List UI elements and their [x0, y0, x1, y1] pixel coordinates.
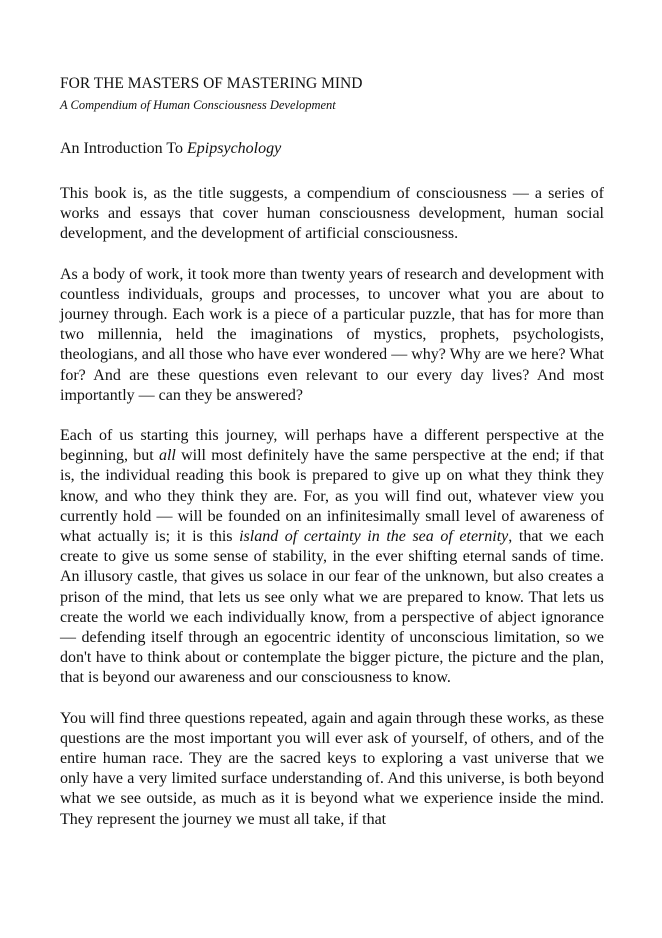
paragraph-1: [60, 184, 604, 245]
emphasized-text: island of certainty in the sea of eternity: [239, 528, 509, 546]
paragraph-text: As a body of work, it took more than twenty years of research and development with countless individuals, groups and processes, to uncover what you are about to journey through. Each work is a piece of a particular puzzle, that has for more than two millennia, held the imaginations of mystics, prophets, psychologists, theologians, and all those who have ever wondered — why? Why are we here? What for? And are these questions even relevant to our every day lives? And most importantly — can they be answered?: [60, 265, 604, 404]
paragraph-text: will most definitely have the same perspective at the end; if that is, the individual reading this book is prepared to give up on what they think they know, and who they think they are. For, as you will find out, whatever view you currently hold — will be founded on an infinitesimally small level of awareness of what actually is; it is this: [60, 447, 605, 546]
paragraph-text: You will find three questions repeated, again and again through these works, as these questions are the most important you will ever ask of yourself, of others, and of the entire human race. They are the sacred keys to exploring a vast universe that we only have a very limited surface understanding of. And this universe, is both beyond what we see outside, as much as it is beyond what we experience inside the mind. They represent the journey we must all take, if that: [60, 709, 604, 828]
section-heading: [60, 139, 604, 159]
paragraph-text: Each of us starting this journey, will perhaps have a different perspective at the beginning, but: [60, 427, 604, 465]
document-page: [60, 74, 604, 830]
paragraph-text: This book is, as the title suggests, a compendium of consciousness — a series of works and essays that cover human consciousness development, human social development, and the development of artificial consciousness.: [60, 185, 604, 243]
section-heading-prefix: An Introduction To: [60, 140, 188, 157]
paragraph-4: [60, 709, 604, 830]
emphasized-text: all: [158, 447, 176, 465]
paragraph-text: , that we each create to give us some sense of stability, in the ever shifting eternal sands of time. An illusory castle, that gives us solace in our fear of the unknown, but also creates a prison of the mind, that lets us see only what we are prepared to know. That lets us create the world we each individually know, from a perspective of abject ignorance — defending itself through an egocentric identity of unconscious limitation, so we don't have to think about or contemplate the bigger picture, the picture and the plan, that is beyond our awareness and our consciousness to know.: [60, 528, 605, 687]
paragraph-2: [60, 265, 604, 406]
document-subtitle: A Compendium of Human Consciousness Development: [60, 98, 336, 112]
section-heading-emphasis: Epipsychology: [187, 140, 282, 157]
paragraph-3: [60, 426, 604, 689]
document-title: FOR THE MASTERS OF MASTERING MIND: [60, 75, 363, 92]
